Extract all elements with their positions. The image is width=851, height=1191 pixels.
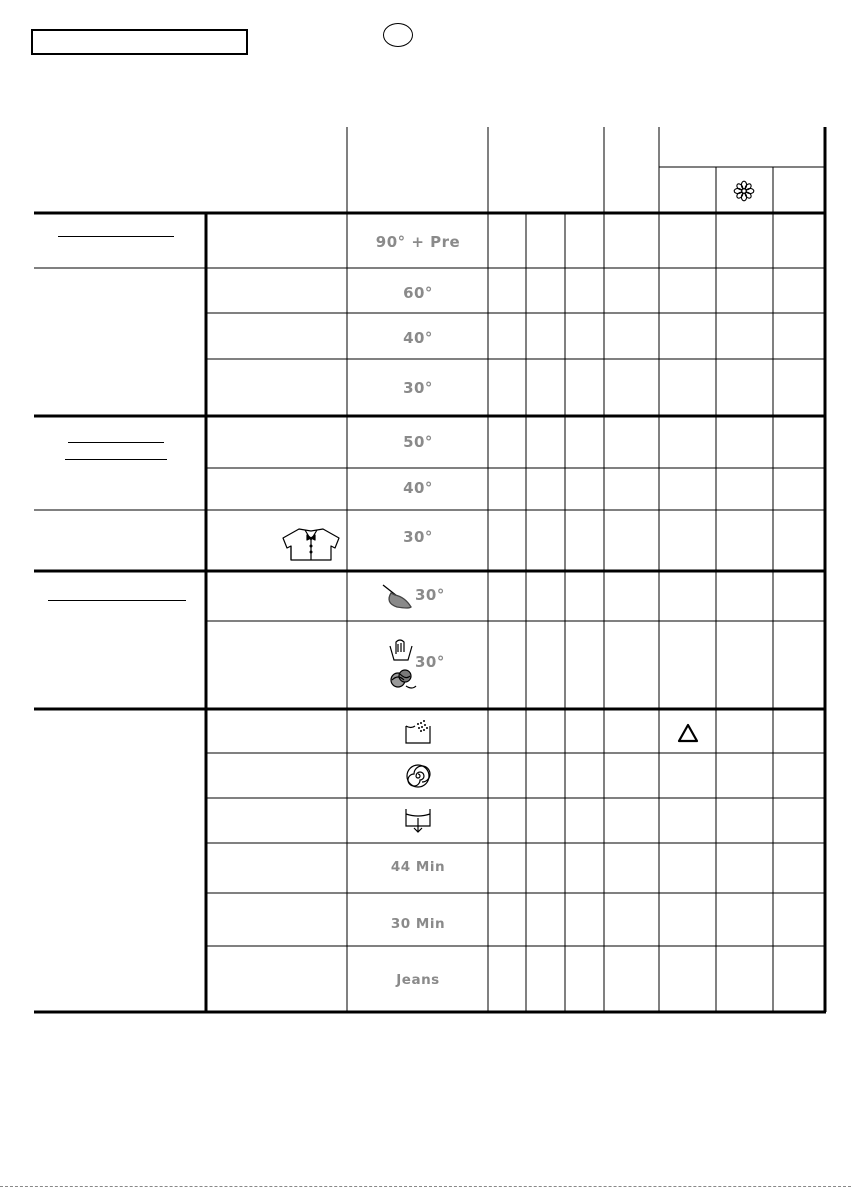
group-label-line: [48, 600, 186, 601]
warning-triangle-icon: [677, 723, 699, 743]
flower-icon: [733, 180, 755, 202]
feather-icon: [381, 583, 415, 611]
program-code: 60°: [403, 284, 433, 302]
page-cut-line: [0, 1186, 851, 1187]
program-code: 40°: [403, 479, 433, 497]
rinse-icon: [403, 718, 433, 746]
program-code: 44 Min: [390, 859, 446, 875]
program-code: 90° + Pre: [375, 233, 461, 251]
spin-icon: [405, 763, 431, 789]
program-code: 30°: [415, 586, 445, 604]
program-code: 50°: [403, 433, 433, 451]
group-label-line: [68, 442, 164, 443]
handwash-wool-icon: [386, 636, 418, 692]
group-label-line: [58, 236, 174, 237]
program-code: 30°: [415, 653, 445, 671]
program-code: 30°: [403, 528, 433, 546]
program-code: Jeans: [396, 972, 440, 988]
program-code: 40°: [403, 329, 433, 347]
program-code: 30°: [403, 379, 433, 397]
group-label-line: [65, 459, 167, 460]
shirt-icon: [279, 526, 343, 562]
drain-icon: [403, 806, 433, 834]
program-code: 30 Min: [390, 916, 446, 932]
